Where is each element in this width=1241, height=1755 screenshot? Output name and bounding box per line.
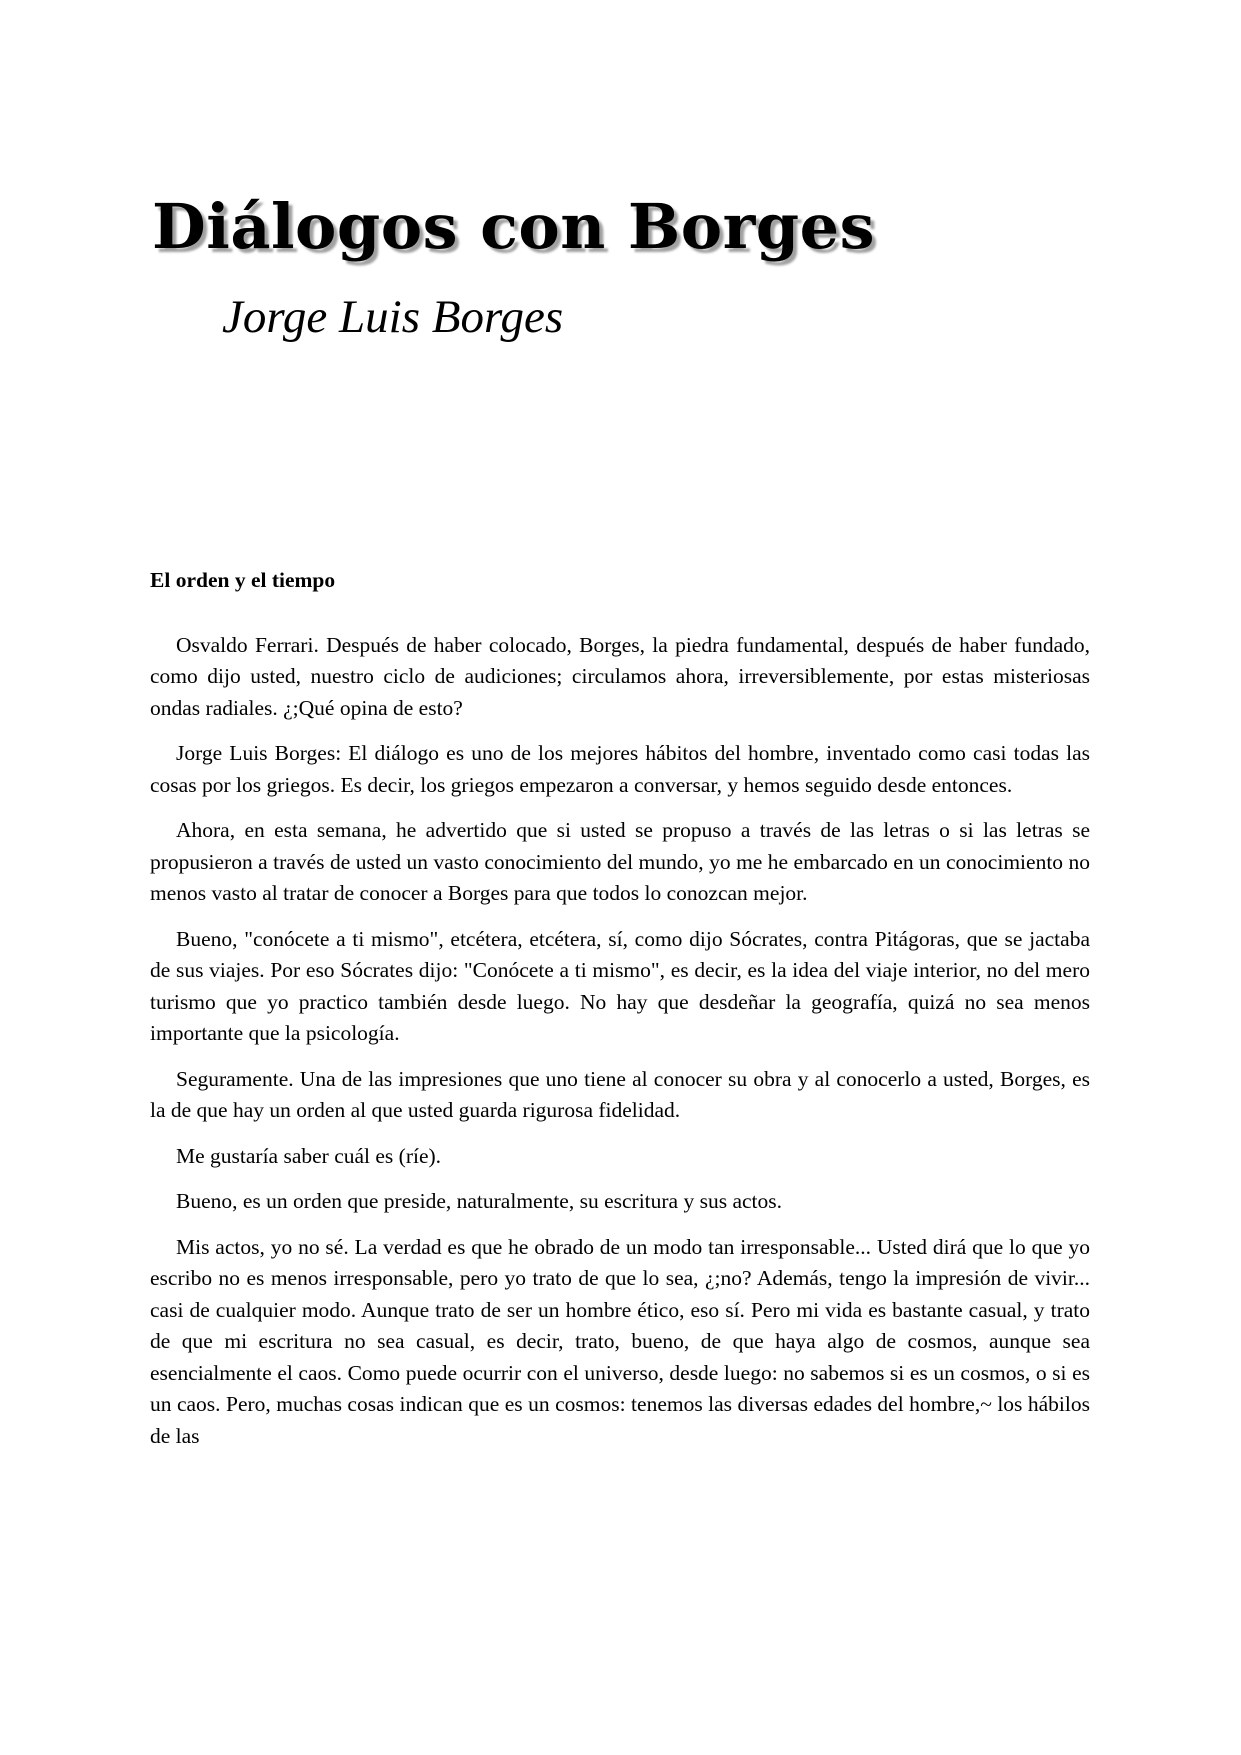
body-paragraph: Ahora, en esta semana, he advertido que si usted se propuso a través de las letras o si las letras se propusieron a través de usted un vasto conocimiento del mundo, yo me he embarcado en un conocimiento no menos vasto al tratar de conocer a Borges para que todos lo conozcan mejor. <box>150 818 1090 906</box>
body-content <box>150 568 1090 1452</box>
body-paragraph: Seguramente. Una de las impresiones que uno tiene al conocer su obra y al conocerlo a usted, Borges, es la de que hay un orden al que usted guarda rigurosa fidelidad. <box>150 1066 1090 1123</box>
page-title: Diálogos con Borges <box>152 190 875 263</box>
body-paragraph: Jorge Luis Borges: El diálogo es uno de los mejores hábitos del hombre, inventado como casi todas las cosas por los griegos. Es decir, los griegos empezaron a conversar, y hemos seguido desde entonces. <box>150 741 1090 797</box>
section-heading: El orden y el tiempo <box>150 568 336 592</box>
author-name: Jorge Luis Borges <box>222 291 564 343</box>
body-paragraph: Osvaldo Ferrari. Después de haber colocado, Borges, la piedra fundamental, después de haber fundado, como dijo usted, nuestro ciclo de audiciones; circulamos ahora, irreversiblemente, por estas misteriosas ondas radiales. ¿;Qué opina de esto? <box>150 632 1090 720</box>
body-paragraph: Me gustaría saber cuál es (ríe). <box>176 1143 442 1168</box>
title-block <box>0 190 1241 343</box>
body-paragraph: Bueno, "conócete a ti mismo", etcétera, etcétera, sí, como dijo Sócrates, contra Pitágoras, que se jactaba de sus viajes. Por eso Sócrates dijo: "Conócete a ti mismo", es decir, es la idea del viaje interior, no del mero turismo que yo practico también desde luego. No hay que desdeñar la geografía, quizá no sea menos importante que la psicología. <box>150 926 1090 1046</box>
body-paragraph: Mis actos, yo no sé. La verdad es que he obrado de un modo tan irresponsable... Usted dirá que lo que yo escribo no es menos irresponsable, pero yo trato de que lo sea, ¿;no? Además, tengo la impresión de vivir... casi de cualquier modo. Aunque trato de ser un hombre ético, eso sí. Pero mi vida es bastante casual, y trato de que mi escritura no sea casual, es decir, trato, bueno, de que haya algo de cosmos, aunque sea esencialmente el caos. Como puede ocurrir con el universo, desde luego: no sabemos si es un cosmos, o si es un caos. Pero, muchas cosas indican que es un cosmos: tenemos las diversas edades del hombre,~ los hábilos de las <box>150 1234 1090 1448</box>
body-paragraph: Bueno, es un orden que preside, naturalmente, su escritura y sus actos. <box>176 1189 783 1214</box>
